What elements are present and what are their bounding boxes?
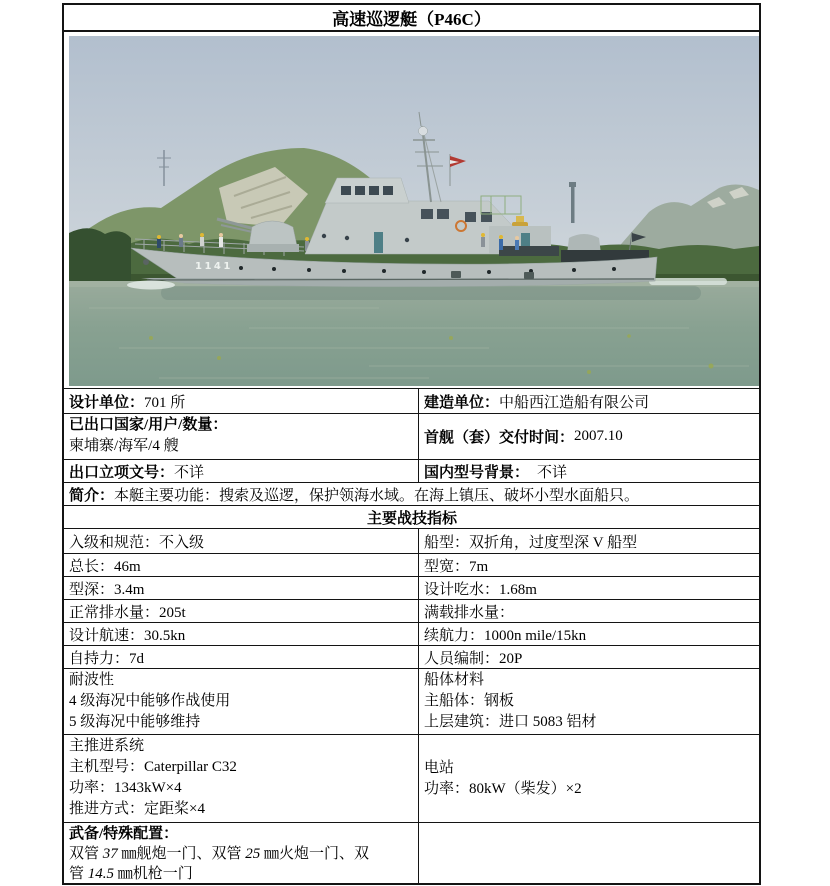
depth-cell: [64, 577, 419, 599]
propulsion-cell: [64, 735, 419, 822]
first-delivery-value: 2007.10: [574, 428, 623, 444]
hull-number-text: 1141: [195, 261, 233, 272]
length-cell: [64, 554, 419, 576]
engine-model-text: 主机型号：Caterpillar C32: [69, 759, 237, 775]
boat-reflection: [161, 286, 701, 300]
first-delivery-cell: [419, 414, 759, 459]
intro-text: 本艇主要功能：搜索及巡逻，保护领海水域。在海上镇压、破坏小型水面船只。: [114, 487, 640, 504]
hull-material-line3: 上层建筑：进口 5083 铝材: [424, 714, 597, 730]
radio-tower: [571, 186, 575, 223]
seakeeping-line3: 5 级海况中能够维持: [69, 714, 201, 730]
design-unit-label: 设计单位：: [69, 394, 145, 411]
row-displacement: [64, 599, 759, 622]
hull-opening: [451, 271, 461, 278]
engine-power-text: 功率：1343kW×4: [69, 780, 182, 796]
draft-cell: [419, 577, 759, 599]
full-displacement-cell: [419, 600, 759, 622]
row-section-header: [64, 505, 759, 528]
export-users-value: 柬埔寨/海军/4 艘: [69, 438, 179, 454]
row-photo: [64, 30, 759, 388]
row-speed-endurance: [64, 622, 759, 645]
endurance-cell: [419, 623, 759, 645]
hull-material-line2: 主船体：钢板: [424, 693, 515, 709]
domestic-model-label: 国内型号背景：: [424, 464, 530, 481]
export-doc-label: 出口立项文号：: [69, 464, 175, 481]
beam-text: 型宽：7m: [424, 558, 489, 575]
weapons-line3: 管 14.5 ㎜机枪一门: [69, 866, 193, 882]
normal-displacement-text: 正常排水量：205t: [69, 604, 186, 621]
spec-sheet-table: [62, 3, 761, 885]
power-station-cell: [419, 735, 759, 822]
section-header-cell: [64, 506, 759, 528]
intro-label: 简介：: [69, 487, 115, 504]
crew-text: 人员编制：20P: [424, 650, 523, 667]
hull-form-text: 船型：双折角，过度型深 V 船型: [424, 534, 638, 551]
classification-text: 入级和规范：不入级: [69, 534, 205, 551]
autonomy-text: 自持力：7d: [69, 650, 145, 667]
weapons-empty-cell: [419, 823, 759, 883]
teal-door: [374, 232, 383, 253]
depth-text: 型深：3.4m: [69, 581, 145, 598]
radar-dome: [419, 127, 428, 136]
power-station-title: 电站: [424, 759, 455, 776]
propulsion-type-text: 推进方式：定距桨×4: [69, 801, 205, 817]
power-station-text: 功率：80kW（柴发）×2: [424, 780, 582, 797]
crew-cell: [419, 646, 759, 668]
row-weapons: [64, 822, 759, 883]
hull-material-cell: [419, 669, 759, 734]
hull-opening-2: [524, 272, 534, 279]
row-length-beam: [64, 553, 759, 576]
export-doc-cell: [64, 460, 419, 482]
row-autonomy-crew: [64, 645, 759, 668]
draft-text: 设计吃水：1.68m: [424, 581, 537, 598]
row-depth-draft: [64, 576, 759, 599]
design-speed-cell: [64, 623, 419, 645]
beam-cell: [419, 554, 759, 576]
seakeeping-line2: 4 级海况中能够作战使用: [69, 693, 231, 709]
normal-displacement-cell: [64, 600, 419, 622]
design-unit-value: 701 所: [144, 394, 186, 411]
page-title: 高速巡逻艇（P46C）: [332, 10, 491, 29]
length-text: 总长：46m: [69, 558, 141, 575]
row-export-doc: [64, 459, 759, 482]
hull-form-cell: [419, 529, 759, 553]
export-users-cell: [64, 414, 419, 459]
patrol-boat-photo: [69, 36, 759, 386]
weapons-label: 武备/特殊配置：: [69, 826, 179, 842]
intro-cell: [64, 483, 759, 505]
domestic-model-value: 不详: [537, 464, 568, 481]
weapons-cell: [64, 823, 419, 883]
design-unit-cell: [64, 389, 419, 413]
row-propulsion-power: [64, 734, 759, 822]
row-title: [64, 5, 759, 30]
anchor: [143, 259, 149, 265]
builder-cell: [419, 389, 759, 413]
export-users-label: 已出口国家/用户/数量：: [69, 417, 228, 433]
seakeeping-cell: [64, 669, 419, 734]
row-export-delivery: [64, 413, 759, 459]
design-speed-text: 设计航速：30.5kn: [69, 627, 186, 644]
row-class-shiptype: [64, 528, 759, 553]
full-displacement-text: 满载排水量：: [424, 604, 515, 621]
hull-material-title: 船体材料: [424, 672, 485, 688]
export-doc-value: 不详: [174, 464, 205, 481]
water: [69, 281, 759, 386]
boat-scene-illustration: [69, 36, 759, 386]
row-design-build: [64, 388, 759, 413]
autonomy-cell: [64, 646, 419, 668]
domestic-model-cell: [419, 460, 759, 482]
section-header-text: 主要战技指标: [366, 510, 457, 527]
seakeeping-title: 耐波性: [69, 672, 115, 688]
weapons-line2: 双管 37 ㎜舰炮一门、双管 25 ㎜火炮一门、双: [69, 846, 370, 862]
first-delivery-label: 首舰（套）交付时间：: [424, 430, 575, 446]
builder-label: 建造单位：: [424, 394, 500, 411]
row-intro: [64, 482, 759, 505]
endurance-text: 续航力：1000n mile/15kn: [424, 627, 587, 644]
row-seakeeping-material: [64, 668, 759, 734]
propulsion-title: 主推进系统: [69, 738, 145, 754]
builder-value: 中船西江造船有限公司: [499, 394, 650, 411]
classification-cell: [64, 529, 419, 553]
